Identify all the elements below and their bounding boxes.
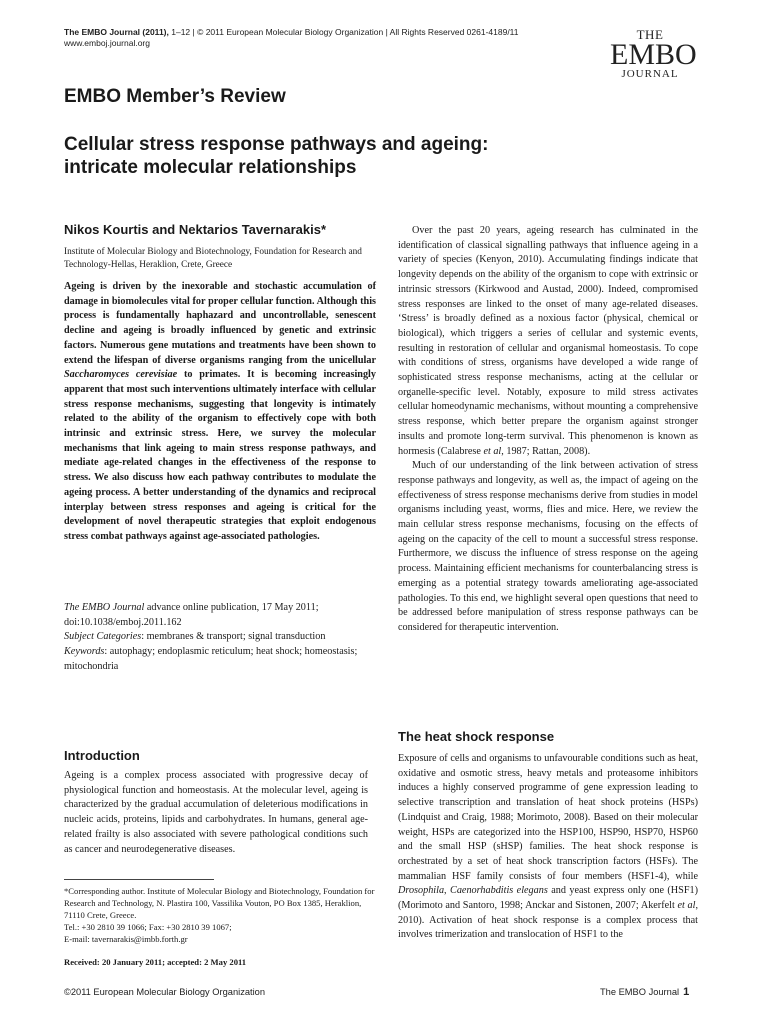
footer-copyright: ©2011 European Molecular Biology Organization [64, 987, 265, 997]
heat-shock-heading: The heat shock response [398, 729, 555, 744]
abstract [64, 280, 376, 545]
footnote-divider [64, 879, 214, 880]
paragraph [398, 224, 698, 459]
introduction-heading: Introduction [64, 748, 140, 763]
keywords [64, 645, 376, 674]
section-label: EMBO Member’s Review [64, 86, 286, 107]
pub-doi[interactable]: advance online publication, 17 May 2011; doi:10.1038/emboj.2011.162 [64, 602, 319, 628]
keywords-label: Keywords [64, 646, 105, 658]
journal-citation-rest: 1–12 | © 2011 European Molecular Biology Organization | All Rights Reserved 0261-4189/11 [168, 27, 519, 37]
corresponding-author-footnote [64, 885, 376, 945]
journal-citation-bold: The EMBO Journal (2011), [64, 27, 169, 37]
journal-url[interactable]: www.emboj.journal.org [64, 38, 150, 48]
logo-the: THE [636, 27, 664, 42]
page-number: 1 [683, 986, 690, 998]
abstract-species: Saccharomyces cerevisiae [64, 369, 178, 381]
article-title [64, 133, 584, 179]
footnote-email[interactable]: E-mail: tavernarakis@imbb.forth.gr [64, 934, 188, 944]
article-title-line-2: intricate molecular relationships [64, 157, 357, 178]
et-al: et al [677, 900, 696, 912]
logo-journal: JOURNAL [621, 68, 679, 80]
intro-continued [398, 224, 698, 636]
paragraph-text: , 1987; Rattan, 2008). [501, 445, 591, 457]
embo-journal-logo [610, 27, 697, 80]
footer-journal-name: The EMBO Journal [600, 987, 680, 997]
footnote-address: *Corresponding author. Institute of Molecular Biology and Biotechnology, Foundation for Research and Technology, N. Plastira 100, Vassilika Vouton, PO Box 1385, Heraklion, 71110 Crete, Greece. [64, 886, 375, 920]
abstract-text-1: Ageing is driven by the inexorable and stochastic accumulation of damage in biomolecules vital for proper cellular function. Although this process is fundamentally haphazard and uncontrollable, senescent decline and ageing is broadly influenced by genetic and extrinsic factors. Numerous gene mutations and treatments have been shown to extend the lifespan of diverse organisms ranging from the unicellular [64, 281, 376, 366]
article-title-line-1: Cellular stress response pathways and ageing: [64, 134, 489, 155]
publication-line [64, 601, 376, 630]
species-c-elegans: Caenorhabditis elegans [450, 885, 548, 897]
footer-journal [600, 986, 689, 998]
et-al: et al [483, 445, 502, 457]
journal-citation [64, 27, 519, 38]
abstract-text-2: to primates. It is becoming increasingly apparent that most such interventions ultimately interface with cellular stress response mechanisms, suggesting that longevity is intimately related to the ability of the organism to effectively cope with both intrinsic and extrinsic stress. Here, we survey the molecular mechanisms that link ageing to main stress response pathways, and mediate age-related changes in the effectiveness of the response to stress. We also discuss how each pathway contributes to modulate the ageing process. A better understanding of the dynamics and reciprocal interplay between stress responses and ageing is critical for the development of novel therapeutic strategies that exploit endogenous stress combat pathways against age-associated pathologies. [64, 369, 376, 542]
paragraph: Much of our understanding of the link between activation of stress response pathways and longevity, as well as, the impact of ageing on the effectiveness of stress response mechanisms derive from studies in model organisms including yeast, worms, flies and mice. Here, we review the main cellular stress response mechanisms, focusing on the effects of ageing on the capacity of the cell to mount a successful stress response. Furthermore, we discuss the influence of stress response on the ageing process. Maintaining efficient mechanisms for counterbalancing stress is emerging as a potential strategy towards ameliorating age-associated pathologies. To this end, we highlight several open questions that need to be addressed before manipulation of stress response pathways can be considered for therapeutic intervention. [398, 460, 698, 633]
affiliation: Institute of Molecular Biology and Biotechnology, Foundation for Research and Technology-Hellas, Heraklion, Crete, Greece [64, 247, 362, 270]
paragraph-text: , [444, 885, 451, 897]
received-dates: Received: 20 January 2011; accepted: 2 May 2011 [64, 957, 247, 967]
keywords-value: : autophagy; endoplasmic reticulum; heat shock; homeostasis; mitochondria [64, 646, 358, 672]
pub-journal-name: The EMBO Journal [64, 602, 145, 613]
subject-categories [64, 630, 376, 645]
subject-value: : membranes & transport; signal transduction [141, 631, 326, 643]
species-drosophila: Drosophila [398, 885, 445, 897]
logo-embo: EMBO [610, 38, 697, 71]
paragraph-text: , 2010). Activation of heat shock response is a complex process that involves trimerization and translocation of HSF1 to the [398, 900, 699, 941]
paragraph-text: Over the past 20 years, ageing research has culminated in the identification of classical signalling pathways that influence ageing in a variety of species (Kenyon, 2010). Accumulating findings indicate that longevity depends on the ability of the organism to cope with extrinsic or intrinsic stressors (Kirkwood and Austad, 2000). Indeed, compromised stress responses are linked to the onset of many age-related diseases. ‘Stress’ is broadly defined as a noxious factor (physical, chemical or biological), which triggers a series of cellular and systemic events, resulting in restoration of cellular and organismal homeostasis. To cope with conditions of stress, organisms have developed a wide range of sophisticated stress response mechanisms, acting at the cellular or organelle-specific level. Notably, exposure to mild stress activates cellular homeodynamic mechanisms, without mounting a comprehensive stress response, which better prepare the organism against stronger insults and promote long-term survival. This phenomenon is known as hormesis (Calabrese [398, 225, 698, 457]
introduction-text: Ageing is a complex process associated with progressive decay of physiological function and homeostasis. At the molecular level, ageing is characterized by the gradual accumulation of deleterious modifications in nucleic acids, proteins, lipids and carbohydrates. In humans, general age-related frailty is also associated with severe pathological conditions such as cancer and neurodegenerative diseases. [64, 770, 368, 855]
paragraph-text: Exposure of cells and organisms to unfavourable conditions such as heat, oxidative and osmotic stress, heavy metals and proteasome inhibitors induces a highly conserved programme of gene expression leading to selective transcription and translation of heat shock proteins (HSPs) (Lindquist and Craig, 1988; Morimoto, 2008). Based on their molecular weight, HSPs are categorized into the HSP100, HSP90, HSP70, HSP60 and the small HSP (sHSP) families. The heat shock response is orchestrated by a set of heat shock transcription factors (HSFs). The mammalian HSF family consists of four members (HSF1-4), while [398, 753, 698, 882]
paragraph-text: and yeast express only one (HSF1) (Morimoto and Santoro, 1998; Anckar and Sistonen, 2007; Akerfelt [398, 885, 698, 912]
subject-label: Subject Categories [64, 631, 142, 643]
authors: Nikos Kourtis and Nektarios Tavernarakis* [64, 222, 327, 237]
publication-info [64, 601, 376, 675]
heat-shock-text [398, 752, 698, 943]
footnote-phone: Tel.: +30 2810 39 1066; Fax: +30 2810 39 1067; [64, 922, 232, 932]
